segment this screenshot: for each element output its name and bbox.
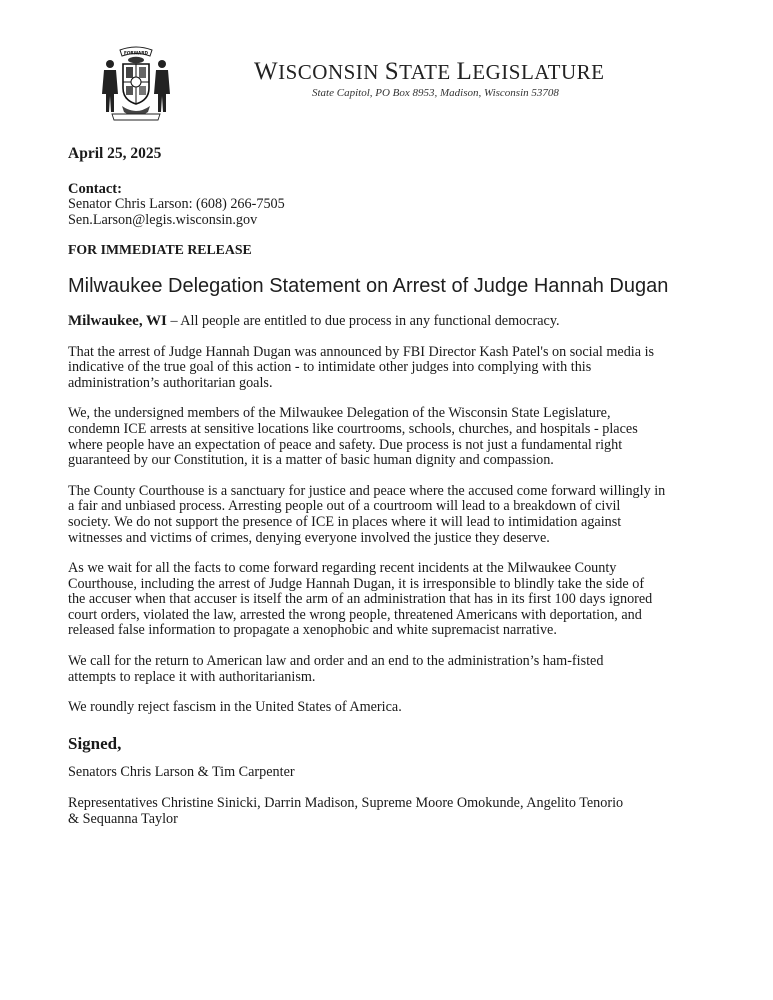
contact-email: Sen.Larson@legis.wisconsin.gov (68, 211, 258, 228)
release-label: FOR IMMEDIATE RELEASE (68, 242, 252, 258)
paragraph-line: We call for the return to American law and order and an end to the administration’s ham-fisted (68, 653, 604, 670)
paragraph-1 (68, 314, 718, 330)
paragraph-3 (68, 406, 718, 468)
paragraph-6 (68, 654, 718, 685)
dateline: Milwaukee, WI (68, 312, 167, 329)
release-date: April 25, 2025 (68, 145, 162, 162)
paragraph-line: a fair and unbiased process. Arresting people out of a courtroom will lead to a breakdown of civil (68, 498, 621, 515)
paragraph-line: where people have an expectation of peace and safety. Due process is not just a fundamental right (68, 436, 623, 453)
signatories-representatives (68, 796, 718, 827)
contact-name: Senator Chris Larson: (608) 266-7505 (68, 196, 285, 213)
paragraph-line: court orders, violated the law, arrested the wrong people, threatened Americans with deportation, and (68, 606, 642, 623)
signatories-senators: Senators Chris Larson & Tim Carpenter (68, 764, 295, 781)
letterhead (92, 44, 732, 124)
signed-label: Signed, (68, 733, 122, 753)
paragraph-line: Representatives Christine Sinicki, Darrin Madison, Supreme Moore Omokunde, Angelito Tenorio (68, 795, 624, 812)
paragraph-1-text: – All people are entitled to due process in any functional democracy. (166, 312, 560, 329)
paragraph-line: administration’s authoritarian goals. (68, 374, 273, 391)
paragraph-line: witnesses and victims of crimes, denying everyone involved the justice they deserve. (68, 529, 550, 546)
contact-block (68, 182, 718, 229)
paragraph-7: We roundly reject fascism in the United States of America. (68, 699, 402, 716)
wisconsin-state-seal-icon (92, 44, 180, 124)
press-release-body (68, 146, 718, 842)
headline: Milwaukee Delegation Statement on Arrest of Judge Hannah Dugan (68, 274, 669, 297)
paragraph-line: attempts to replace it with authoritarianism. (68, 668, 316, 685)
paragraph-line: That the arrest of Judge Hannah Dugan was announced by FBI Director Kash Patel's on social media is (68, 343, 655, 360)
seal-motto: FORWARD (123, 50, 149, 56)
paragraph-line: guaranteed by our Constitution, it is a matter of basic human dignity and compassion. (68, 452, 554, 469)
contact-label: Contact: (68, 180, 122, 197)
organization-address: State Capitol, PO Box 8953, Madison, Wisconsin 53708 (312, 87, 559, 99)
paragraph-line: As we wait for all the facts to come forward regarding recent incidents at the Milwaukee County (68, 560, 617, 577)
paragraph-line: the accuser when that accuser is itself the arm of an administration that has in its first 100 days ignored (68, 591, 653, 608)
paragraph-line: society. We do not support the presence of ICE in places where it will lead to intimidation against (68, 513, 622, 530)
paragraph-line: condemn ICE arrests at sensitive locations like courtrooms, schools, churches, and hospitals - places (68, 420, 638, 437)
paragraph-4 (68, 484, 718, 546)
paragraph-line: Courthouse, including the arrest of Judge Hannah Dugan, it is irresponsible to blindly take the side of (68, 575, 645, 592)
paragraph-line: The County Courthouse is a sanctuary for justice and peace where the accused come forward willingly in (68, 482, 666, 499)
paragraph-line: indicative of the true goal of this action - to intimidate other judges into complying with this (68, 359, 592, 376)
organization-name: WISCONSIN STATE LEGISLATURE (254, 58, 605, 85)
paragraph-2 (68, 345, 718, 392)
paragraph-5 (68, 561, 718, 639)
paragraph-line: We, the undersigned members of the Milwaukee Delegation of the Wisconsin State Legislature, (68, 405, 611, 422)
paragraph-line: & Sequanna Taylor (68, 810, 178, 827)
paragraph-line: released false information to propagate a xenophobic and white supremacist narrative. (68, 622, 557, 639)
